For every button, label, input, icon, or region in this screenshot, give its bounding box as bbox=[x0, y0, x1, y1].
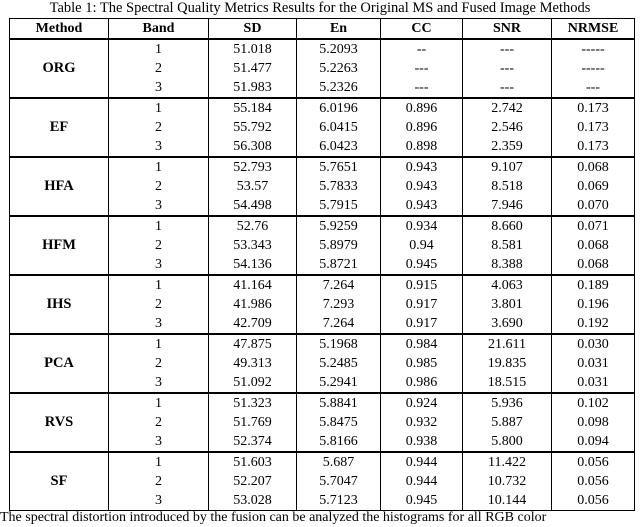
snr-cell: 19.835 bbox=[463, 354, 552, 373]
nrmse-cell: 0.173 bbox=[552, 98, 635, 118]
cc-cell: 0.924 bbox=[381, 393, 463, 413]
nrmse-cell: ----- bbox=[552, 39, 635, 59]
nrmse-cell: 0.031 bbox=[552, 354, 635, 373]
nrmse-cell: 0.056 bbox=[552, 491, 635, 511]
sd-cell: 55.184 bbox=[209, 98, 297, 118]
sd-cell: 55.792 bbox=[209, 118, 297, 137]
en-cell: 5.2941 bbox=[297, 373, 381, 393]
method-cell: EF bbox=[10, 98, 109, 157]
snr-cell: --- bbox=[463, 39, 552, 59]
sd-cell: 54.498 bbox=[209, 196, 297, 216]
cc-cell: 0.932 bbox=[381, 413, 463, 432]
nrmse-cell: 0.098 bbox=[552, 413, 635, 432]
cc-cell: 0.898 bbox=[381, 137, 463, 157]
sd-cell: 41.164 bbox=[209, 275, 297, 295]
snr-cell: 5.887 bbox=[463, 413, 552, 432]
en-cell: 5.7123 bbox=[297, 491, 381, 511]
nrmse-cell: 0.030 bbox=[552, 334, 635, 354]
snr-cell: 11.422 bbox=[463, 452, 552, 472]
snr-cell: 8.388 bbox=[463, 255, 552, 275]
cc-cell: 0.94 bbox=[381, 236, 463, 255]
sd-cell: 51.018 bbox=[209, 39, 297, 59]
nrmse-cell: 0.192 bbox=[552, 314, 635, 334]
header-cc: CC bbox=[381, 19, 463, 40]
band-cell: 1 bbox=[109, 98, 209, 118]
en-cell: 5.2326 bbox=[297, 78, 381, 98]
snr-cell: 18.515 bbox=[463, 373, 552, 393]
cc-cell: 0.934 bbox=[381, 216, 463, 236]
table-row bbox=[10, 393, 635, 413]
en-cell: 5.9259 bbox=[297, 216, 381, 236]
sd-cell: 54.136 bbox=[209, 255, 297, 275]
sd-cell: 53.57 bbox=[209, 177, 297, 196]
en-cell: 5.8979 bbox=[297, 236, 381, 255]
header-en: En bbox=[297, 19, 381, 40]
sd-cell: 52.793 bbox=[209, 157, 297, 177]
band-cell: 2 bbox=[109, 59, 209, 78]
en-cell: 5.687 bbox=[297, 452, 381, 472]
en-cell: 5.8475 bbox=[297, 413, 381, 432]
sd-cell: 53.028 bbox=[209, 491, 297, 511]
en-cell: 6.0196 bbox=[297, 98, 381, 118]
method-cell: PCA bbox=[10, 334, 109, 393]
cc-cell: 0.944 bbox=[381, 452, 463, 472]
cc-cell: -- bbox=[381, 39, 463, 59]
en-cell: 5.2093 bbox=[297, 39, 381, 59]
band-cell: 1 bbox=[109, 275, 209, 295]
nrmse-cell: 0.070 bbox=[552, 196, 635, 216]
band-cell: 3 bbox=[109, 373, 209, 393]
method-cell: IHS bbox=[10, 275, 109, 334]
nrmse-cell: ----- bbox=[552, 59, 635, 78]
sd-cell: 51.769 bbox=[209, 413, 297, 432]
band-cell: 2 bbox=[109, 413, 209, 432]
snr-cell: 21.611 bbox=[463, 334, 552, 354]
nrmse-cell: 0.071 bbox=[552, 216, 635, 236]
sd-cell: 52.374 bbox=[209, 432, 297, 452]
nrmse-cell: --- bbox=[552, 78, 635, 98]
band-cell: 2 bbox=[109, 295, 209, 314]
nrmse-cell: 0.094 bbox=[552, 432, 635, 452]
nrmse-cell: 0.173 bbox=[552, 118, 635, 137]
band-cell: 1 bbox=[109, 216, 209, 236]
band-cell: 3 bbox=[109, 196, 209, 216]
en-cell: 6.0415 bbox=[297, 118, 381, 137]
sd-cell: 41.986 bbox=[209, 295, 297, 314]
band-cell: 3 bbox=[109, 491, 209, 511]
table-row bbox=[10, 334, 635, 354]
snr-cell: 2.546 bbox=[463, 118, 552, 137]
nrmse-cell: 0.068 bbox=[552, 157, 635, 177]
cc-cell: 0.938 bbox=[381, 432, 463, 452]
sd-cell: 56.308 bbox=[209, 137, 297, 157]
header-band: Band bbox=[109, 19, 209, 40]
snr-cell: 4.063 bbox=[463, 275, 552, 295]
sd-cell: 49.313 bbox=[209, 354, 297, 373]
snr-cell: 5.800 bbox=[463, 432, 552, 452]
snr-cell: 8.660 bbox=[463, 216, 552, 236]
en-cell: 5.7915 bbox=[297, 196, 381, 216]
snr-cell: 2.742 bbox=[463, 98, 552, 118]
band-cell: 1 bbox=[109, 157, 209, 177]
table-header-row bbox=[10, 19, 635, 40]
sd-cell: 47.875 bbox=[209, 334, 297, 354]
nrmse-cell: 0.189 bbox=[552, 275, 635, 295]
method-cell: ORG bbox=[10, 39, 109, 98]
sd-cell: 53.343 bbox=[209, 236, 297, 255]
cc-cell: --- bbox=[381, 59, 463, 78]
en-cell: 7.264 bbox=[297, 275, 381, 295]
snr-cell: 10.144 bbox=[463, 491, 552, 511]
nrmse-cell: 0.173 bbox=[552, 137, 635, 157]
nrmse-cell: 0.068 bbox=[552, 255, 635, 275]
snr-cell: --- bbox=[463, 59, 552, 78]
snr-cell: 10.732 bbox=[463, 472, 552, 491]
spectral-metrics-table bbox=[9, 18, 635, 511]
band-cell: 3 bbox=[109, 432, 209, 452]
cc-cell: 0.915 bbox=[381, 275, 463, 295]
cc-cell: 0.945 bbox=[381, 255, 463, 275]
sd-cell: 52.76 bbox=[209, 216, 297, 236]
cc-cell: 0.943 bbox=[381, 157, 463, 177]
cc-cell: 0.896 bbox=[381, 98, 463, 118]
snr-cell: 3.690 bbox=[463, 314, 552, 334]
cc-cell: 0.984 bbox=[381, 334, 463, 354]
en-cell: 5.2263 bbox=[297, 59, 381, 78]
band-cell: 3 bbox=[109, 78, 209, 98]
header-snr: SNR bbox=[463, 19, 552, 40]
table-row bbox=[10, 39, 635, 59]
band-cell: 3 bbox=[109, 137, 209, 157]
sd-cell: 51.323 bbox=[209, 393, 297, 413]
cc-cell: 0.917 bbox=[381, 314, 463, 334]
snr-cell: 3.801 bbox=[463, 295, 552, 314]
en-cell: 5.7833 bbox=[297, 177, 381, 196]
method-cell: RVS bbox=[10, 393, 109, 452]
table-row bbox=[10, 275, 635, 295]
footer-text: The spectral distortion introduced by the fusion can be analyzed the histograms for all RGB color bbox=[0, 510, 547, 525]
table-caption: Table 1: The Spectral Quality Metrics Results for the Original MS and Fused Image Methods bbox=[49, 0, 591, 16]
header-sd: SD bbox=[209, 19, 297, 40]
sd-cell: 42.709 bbox=[209, 314, 297, 334]
cc-cell: 0.943 bbox=[381, 196, 463, 216]
nrmse-cell: 0.196 bbox=[552, 295, 635, 314]
en-cell: 5.8721 bbox=[297, 255, 381, 275]
nrmse-cell: 0.068 bbox=[552, 236, 635, 255]
table-row bbox=[10, 452, 635, 472]
en-cell: 5.8166 bbox=[297, 432, 381, 452]
cc-cell: 0.943 bbox=[381, 177, 463, 196]
band-cell: 2 bbox=[109, 177, 209, 196]
nrmse-cell: 0.031 bbox=[552, 373, 635, 393]
band-cell: 2 bbox=[109, 118, 209, 137]
cc-cell: 0.985 bbox=[381, 354, 463, 373]
band-cell: 2 bbox=[109, 472, 209, 491]
sd-cell: 51.477 bbox=[209, 59, 297, 78]
en-cell: 5.1968 bbox=[297, 334, 381, 354]
snr-cell: 5.936 bbox=[463, 393, 552, 413]
table-row bbox=[10, 157, 635, 177]
nrmse-cell: 0.056 bbox=[552, 452, 635, 472]
nrmse-cell: 0.069 bbox=[552, 177, 635, 196]
band-cell: 1 bbox=[109, 452, 209, 472]
snr-cell: 2.359 bbox=[463, 137, 552, 157]
header-method: Method bbox=[10, 19, 109, 40]
nrmse-cell: 0.056 bbox=[552, 472, 635, 491]
snr-cell: --- bbox=[463, 78, 552, 98]
band-cell: 1 bbox=[109, 334, 209, 354]
band-cell: 2 bbox=[109, 236, 209, 255]
en-cell: 5.7047 bbox=[297, 472, 381, 491]
cc-cell: --- bbox=[381, 78, 463, 98]
snr-cell: 9.107 bbox=[463, 157, 552, 177]
header-nrmse: NRMSE bbox=[552, 19, 635, 40]
cc-cell: 0.986 bbox=[381, 373, 463, 393]
method-cell: HFA bbox=[10, 157, 109, 216]
en-cell: 7.293 bbox=[297, 295, 381, 314]
method-cell: SF bbox=[10, 452, 109, 511]
cc-cell: 0.917 bbox=[381, 295, 463, 314]
cc-cell: 0.944 bbox=[381, 472, 463, 491]
sd-cell: 52.207 bbox=[209, 472, 297, 491]
sd-cell: 51.092 bbox=[209, 373, 297, 393]
band-cell: 3 bbox=[109, 255, 209, 275]
snr-cell: 8.581 bbox=[463, 236, 552, 255]
en-cell: 7.264 bbox=[297, 314, 381, 334]
band-cell: 1 bbox=[109, 393, 209, 413]
table-row bbox=[10, 216, 635, 236]
cc-cell: 0.945 bbox=[381, 491, 463, 511]
nrmse-cell: 0.102 bbox=[552, 393, 635, 413]
en-cell: 5.8841 bbox=[297, 393, 381, 413]
band-cell: 3 bbox=[109, 314, 209, 334]
cc-cell: 0.896 bbox=[381, 118, 463, 137]
en-cell: 5.2485 bbox=[297, 354, 381, 373]
method-cell: HFM bbox=[10, 216, 109, 275]
en-cell: 6.0423 bbox=[297, 137, 381, 157]
snr-cell: 7.946 bbox=[463, 196, 552, 216]
band-cell: 2 bbox=[109, 354, 209, 373]
table-row bbox=[10, 98, 635, 118]
band-cell: 1 bbox=[109, 39, 209, 59]
en-cell: 5.7651 bbox=[297, 157, 381, 177]
sd-cell: 51.603 bbox=[209, 452, 297, 472]
sd-cell: 51.983 bbox=[209, 78, 297, 98]
snr-cell: 8.518 bbox=[463, 177, 552, 196]
